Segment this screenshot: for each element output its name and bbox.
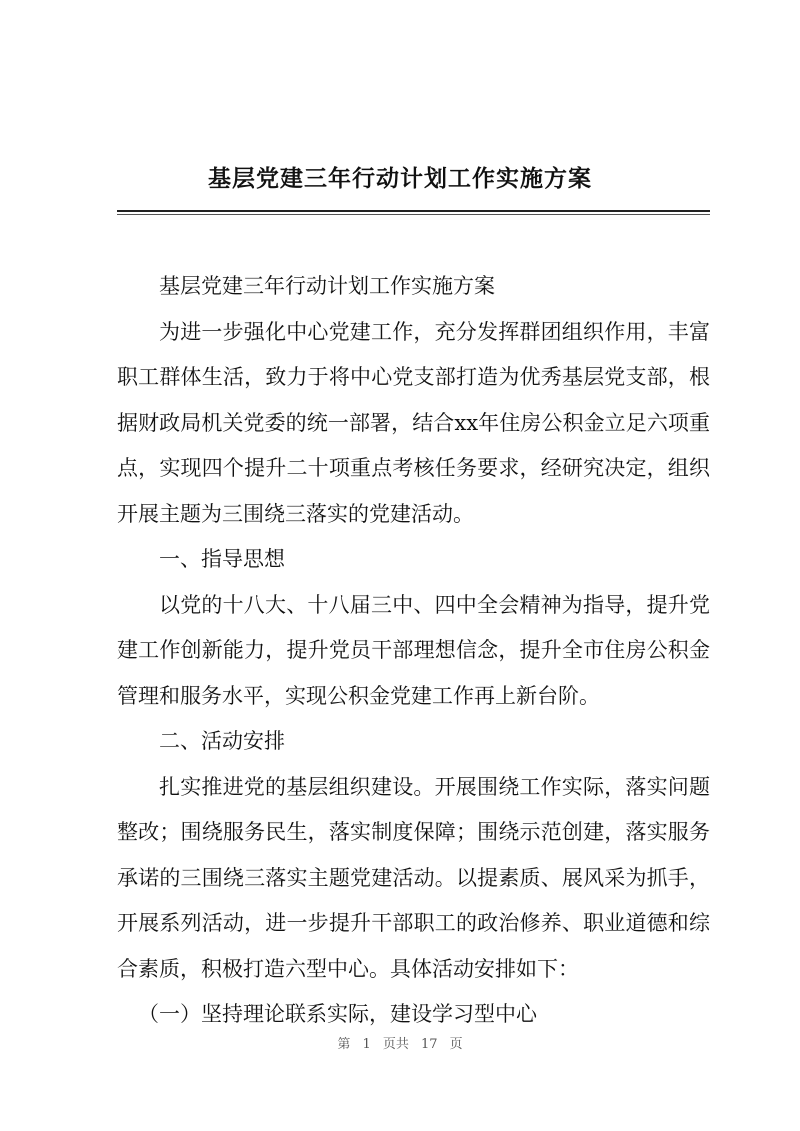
section-heading-guiding-ideology: 一、指导思想 — [159, 547, 285, 571]
paragraph-guiding-ideology: 以党的十八大、十八届三中、四中全会精神为指导，提升党建工作创新能力，提升党员干部理想信念，提升全市住房公积金管理和服务水平，实现公积金党建工作再上新台阶。 — [117, 592, 710, 708]
title-rule-thin — [117, 214, 710, 215]
section-heading-activity-arrangement: 二、活动安排 — [159, 729, 285, 753]
document-body — [117, 264, 710, 1038]
paragraph-intro: 为进一步强化中心党建工作，充分发挥群团组织作用，丰富职工群体生活，致力于将中心党支部打造为优秀基层党支部，根据财政局机关党委的统一部署，结合xx年住房公积金立足六项重点，实现四个提升二十项重点考核任务要求，经研究决定，组织开展主题为三围绕三落实的党建活动。 — [117, 319, 710, 526]
document-title: 基层党建三年行动计划工作实施方案 — [208, 166, 592, 192]
paragraph-activity-arrangement: 扎实推进党的基层组织建设。开展围绕工作实际，落实问题整改；围绕服务民生，落实制度保障；围绕示范创建，落实服务承诺的三围绕三落实主题党建活动。以提素质、展风采为抓手，开展系列活动，进一步提升干部职工的政治修养、职业道德和综合素质，积极打造六型中心。具体活动安排如下： — [117, 774, 710, 981]
title-rule-thick — [117, 210, 710, 212]
paragraph-heading: 基层党建三年行动计划工作实施方案 — [159, 274, 495, 298]
page-footer: 第 1 页共 17 页 — [337, 1037, 463, 1052]
subsection-heading-learning-center: （一）坚持理论联系实际，建设学习型中心 — [138, 1002, 537, 1026]
